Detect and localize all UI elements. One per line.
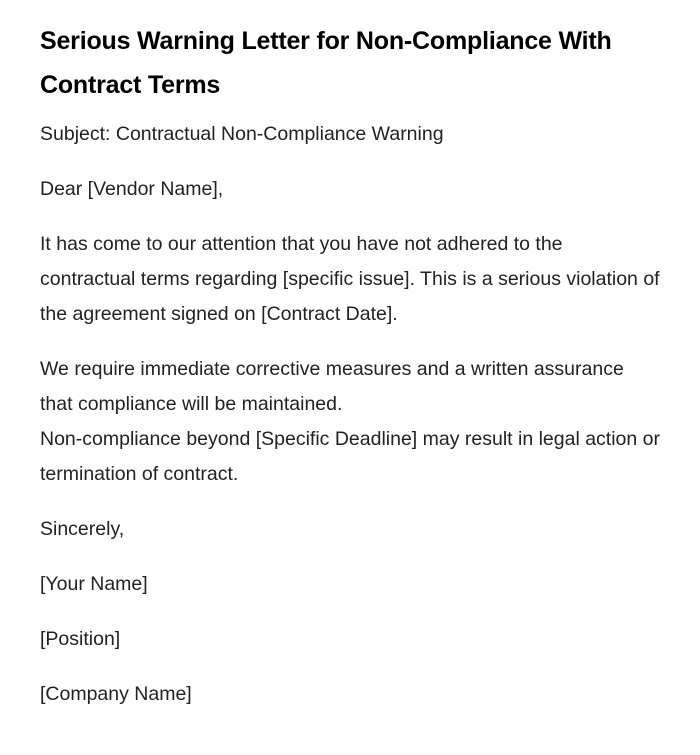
letter-body-paragraph-1: It has come to our attention that you have not adhered to the contractual terms regarding [specific issue]. This is a serious violation of the agreement signed on [Contract Date]. xyxy=(40,233,660,325)
letter-title: Serious Warning Letter for Non-Compliance With Contract Terms xyxy=(40,27,612,99)
letter-subject: Subject: Contractual Non-Compliance Warning xyxy=(40,123,444,145)
letter-body-sentence-consequence: Non-compliance beyond [Specific Deadline] may result in legal action or termination of contract. xyxy=(40,428,660,485)
signature-company: [Company Name] xyxy=(40,683,192,705)
signature-name: [Your Name] xyxy=(40,573,148,595)
letter-salutation: Dear [Vendor Name], xyxy=(40,178,224,200)
letter-body-sentence-requirement: We require immediate corrective measures and a written assurance that compliance will be maintained. xyxy=(40,358,624,415)
signature-position: [Position] xyxy=(40,628,121,650)
letter-closing: Sincerely, xyxy=(40,518,125,540)
letter-body-paragraph-2 xyxy=(40,352,660,492)
